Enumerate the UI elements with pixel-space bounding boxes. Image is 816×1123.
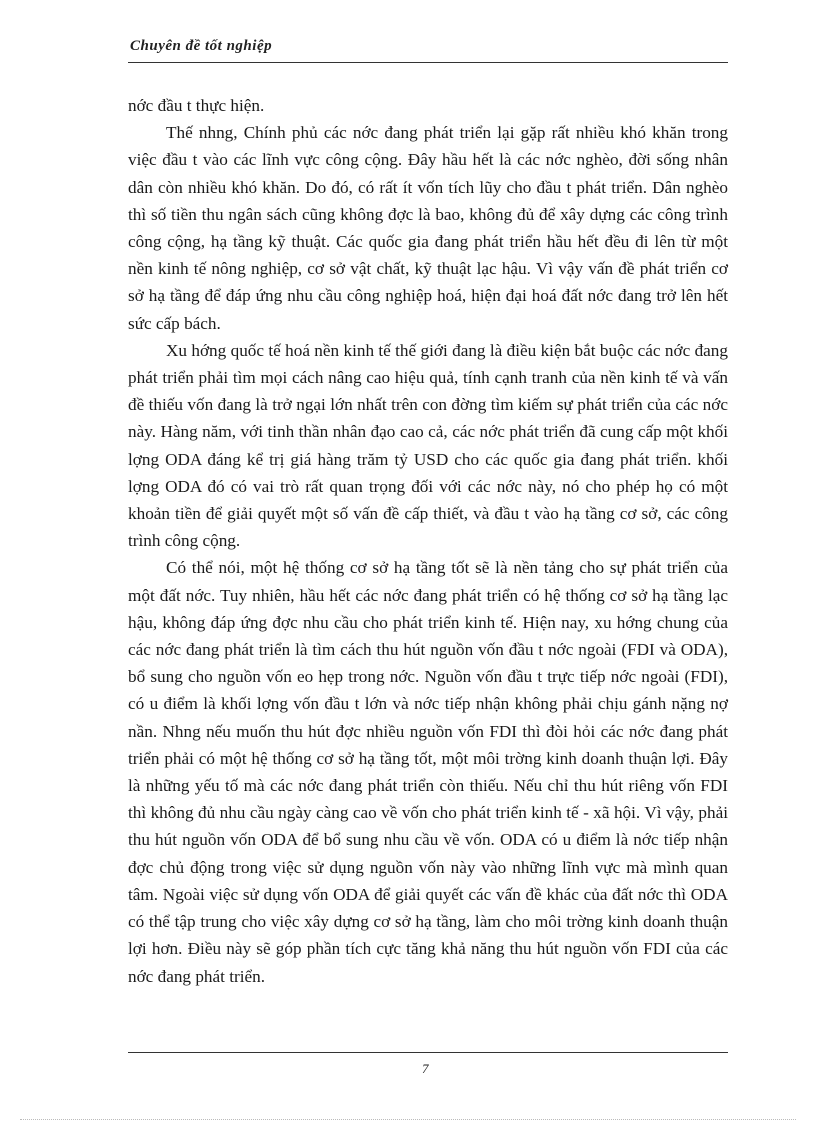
document-body [128, 92, 728, 990]
page-number: 7 [422, 1061, 429, 1076]
paragraph-continuation: nớc đầu t thực hiện. [128, 96, 265, 115]
running-header-title: Chuyên đề tốt nghiệp [130, 38, 273, 54]
footer-rule [128, 1052, 728, 1053]
paragraph: Có thể nói, một hệ thống cơ sở hạ tầng tốt sẽ là nền tảng cho sự phát triển của một đất nớc. Tuy nhiên, hầu hết các nớc đang phát triển có hệ thống cơ sở hạ tầng lạc hậu, không đáp ứng đợc nhu cầu cho phát triển kinh tế. Hiện nay, xu hớng chung của các nớc đang phát triển là tìm cách thu hút nguồn vốn đầu t nớc ngoài (FDI và ODA), bổ sung cho nguồn vốn eo hẹp trong nớc. Nguồn vốn đầu t trực tiếp nớc ngoài (FDI), có u điểm là khối lợng vốn đầu t lớn và nớc tiếp nhận không phải chịu gánh nặng nợ nần. Nhng nếu muốn thu hút đợc nhiều nguồn vốn FDI thì đòi hỏi các nớc đang phát triển phải có một hệ thống cơ sở hạ tầng tốt, một môi trờng kinh doanh thuận lợi. Đây là những yếu tố mà các nớc đang phát triển còn thiếu. Nếu chỉ thu hút riêng vốn FDI thì không đủ nhu cầu ngày càng cao về vốn cho phát triển kinh tế - xã hội. Vì vậy, phải thu hút nguồn vốn ODA để bổ sung nhu cầu về vốn. ODA có u điểm là nớc tiếp nhận đợc chủ động trong việc sử dụng nguồn vốn này vào những lĩnh vực mà mình quan tâm. Ngoài việc sử dụng vốn ODA để giải quyết các vấn đề khác của đất nớc thì ODA có thể tập trung cho việc xây dựng cơ sở hạ tầng, làm cho môi trờng kinh doanh thuận lợi hơn. Điều này sẽ góp phần tích cực tăng khả năng thu hút nguồn vốn FDI của các nớc đang phát triển. [128, 558, 728, 986]
page-edge-divider [20, 1119, 796, 1120]
header-rule [128, 62, 728, 63]
paragraph: Thế nhng, Chính phủ các nớc đang phát triển lại gặp rất nhiều khó khăn trong việc đầu t vào các lĩnh vực công cộng. Đây hầu hết là các nớc nghèo, đời sống nhân dân còn nhiều khó khăn. Do đó, có rất ít vốn tích lũy cho đầu t phát triển. Dân nghèo thì số tiền thu ngân sách cũng không đợc là bao, không đủ để xây dựng các công trình công cộng, hạ tầng kỹ thuật. Các quốc gia đang phát triển hầu hết đều đi lên từ một nền kinh tế nông nghiệp, cơ sở vật chất, kỹ thuật lạc hậu. Vì vậy vấn đề phát triển cơ sở hạ tầng để đáp ứng nhu cầu công nghiệp hoá, hiện đại hoá đất nớc đang trở lên hết sức cấp bách. [128, 123, 728, 333]
paragraph: Xu hớng quốc tế hoá nền kinh tế thế giới đang là điều kiện bắt buộc các nớc đang phát triển phải tìm mọi cách nâng cao hiệu quả, tính cạnh tranh của nền kinh tế và vấn đề thiếu vốn đang là trở ngại lớn nhất trên con đờng tìm kiếm sự phát triển của các nớc này. Hàng năm, với tinh thần nhân đạo cao cả, các nớc phát triển đã cung cấp một khối lợng ODA đáng kể trị giá hàng trăm tỷ USD cho các quốc gia đang phát triển. khối lợng ODA đó có vai trò rất quan trọng đối với các nớc này, nó cho phép họ có một khoản tiền để giải quyết một số vấn đề cấp thiết, và đầu t vào hạ tầng cơ sở, các công trình công cộng. [128, 340, 728, 551]
